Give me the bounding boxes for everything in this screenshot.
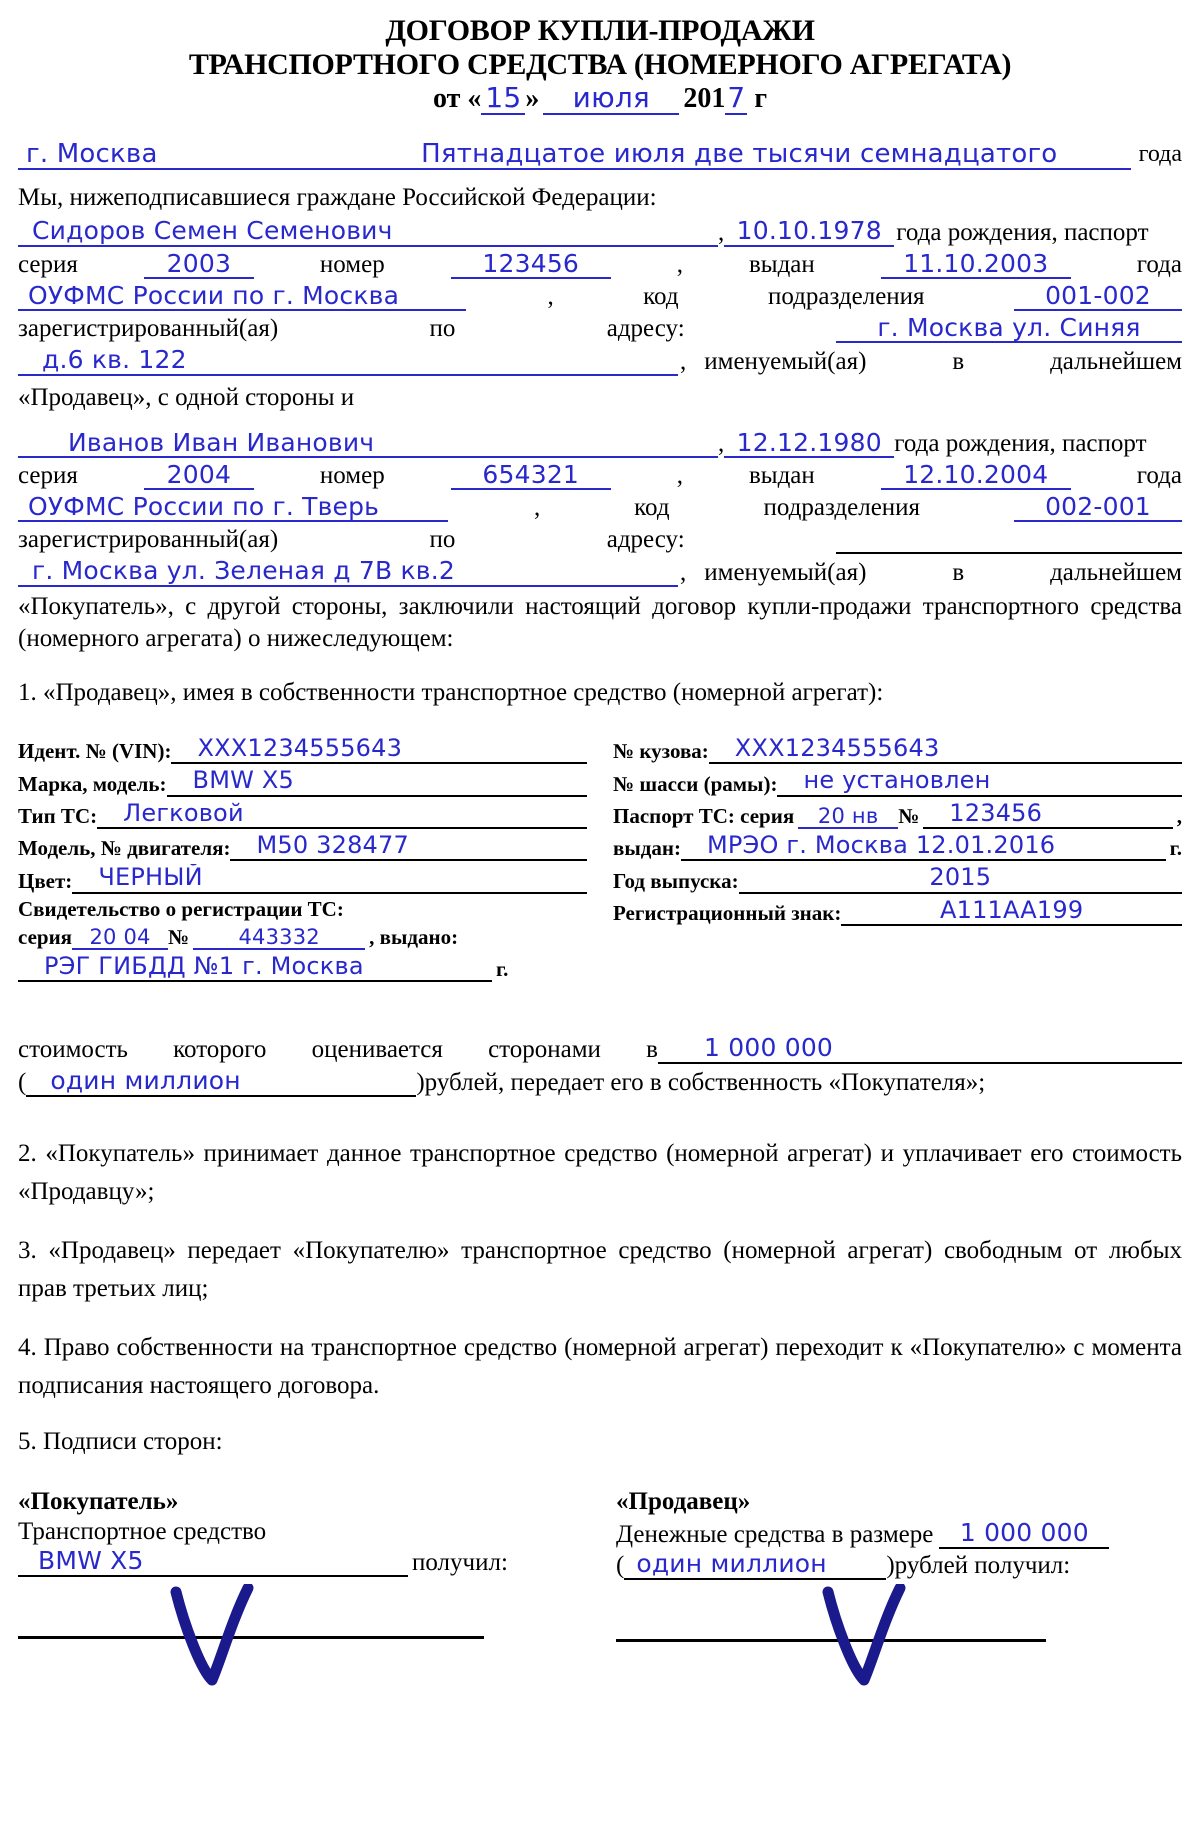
price-word-2: которого <box>173 1036 267 1064</box>
pts-issuer-value[interactable]: МРЭО г. Москва 12.01.2016 <box>681 832 1166 861</box>
date-day-value[interactable]: 15 <box>481 83 525 114</box>
buyer-registered-label-3: адресу: <box>606 526 685 554</box>
seller-address-line1-value[interactable]: г. Москва ул. Синяя <box>836 315 1182 343</box>
engine-row <box>18 832 587 861</box>
buyer-subdivision-code-value[interactable]: 002-001 <box>1014 494 1182 522</box>
seller-address-row-2: д.6 кв. 122 , именуемый(ая) в дальнейшем <box>18 347 1182 375</box>
year-last-digit-value[interactable]: 7 <box>727 81 746 115</box>
price-word-1: стоимость <box>18 1036 128 1064</box>
reg-cert-issued-label: , выдано: <box>369 924 459 949</box>
buyer-signature-column <box>18 1488 600 1642</box>
vin-value[interactable]: XXX1234555643 <box>171 735 587 764</box>
seller-amount-words-value[interactable]: один миллион <box>624 1549 886 1580</box>
date-quote-close: » <box>525 83 540 115</box>
seller-address-line2-value[interactable]: д.6 кв. 122 <box>18 347 678 375</box>
reg-cert-label: Свидетельство о регистрации ТС: <box>18 896 344 921</box>
seller-signature-mark <box>820 1584 916 1688</box>
price-open-paren: ( <box>18 1069 27 1097</box>
date-month-value[interactable]: июля <box>543 83 679 114</box>
chassis-row <box>613 767 1182 796</box>
seller-signature-heading: «Продавец» <box>616 1488 751 1516</box>
seller-passport-row <box>18 248 1182 279</box>
seller-name-row: Сидоров Семен Семенович , 10.10.1978 года рождения, паспорт <box>18 218 1182 246</box>
year-suffix: г <box>754 83 768 115</box>
seller-amount-words-row <box>616 1549 1182 1580</box>
chassis-value[interactable]: не установлен <box>777 767 1182 796</box>
seller-registered-label-3: адресу: <box>606 315 685 343</box>
clause-5: 5. Подписи сторон: <box>18 1428 223 1456</box>
seller-issue-date-value[interactable]: 11.10.2003 <box>881 251 1071 279</box>
seller-open-paren: ( <box>616 1552 625 1580</box>
date-prefix: от « <box>432 83 482 115</box>
seller-amount-row <box>616 1518 1182 1549</box>
document-title <box>18 14 1182 81</box>
pts-number-value[interactable]: 123456 <box>923 800 1172 829</box>
buyer-signature-heading: «Покупатель» <box>18 1488 179 1516</box>
make-model-value[interactable]: BMW X5 <box>167 767 587 796</box>
seller-name-value[interactable]: Сидоров Семен Семенович <box>18 218 718 246</box>
color-label: Цвет: <box>18 868 73 893</box>
seller-birth-suffix: года рождения, паспорт <box>896 218 1149 246</box>
reg-cert-tail: г. <box>496 957 509 982</box>
price-word-3: оценивается <box>311 1036 443 1064</box>
date-year-word: года <box>1138 141 1182 168</box>
chassis-label: № шасси (рамы): <box>613 771 778 796</box>
seller-close-paren: ) <box>886 1552 895 1580</box>
pts-label: Паспорт ТС: серия <box>613 803 795 828</box>
make-model-row <box>18 767 587 796</box>
seller-registered-label-1: зарегистрированный(ая) <box>18 315 279 343</box>
seller-subdivision-code-value[interactable]: 001-002 <box>1014 283 1182 311</box>
buyer-registered-label-2: по <box>429 526 456 554</box>
seller-issued-label: выдан <box>748 250 815 278</box>
body-number-label: № кузова: <box>613 739 709 764</box>
buyer-birth-suffix: года рождения, паспорт <box>894 429 1147 457</box>
buyer-comma: , <box>676 462 683 490</box>
vehicle-left-column <box>18 735 587 985</box>
buyer-code-label-2: подразделения <box>763 494 921 522</box>
price-words-row <box>18 1066 1182 1097</box>
buyer-number-label: номер <box>319 462 385 490</box>
seller-amount-value[interactable]: 1 000 000 <box>939 1518 1109 1549</box>
buyer-passport-row <box>18 459 1182 490</box>
seller-named-2: в <box>952 347 965 375</box>
seller-registered-label-2: по <box>429 315 456 343</box>
year-value[interactable]: 2015 <box>739 864 1182 893</box>
vehicle-right-column <box>613 735 1182 985</box>
seller-named-3: дальнейшем <box>1050 347 1182 375</box>
buyer-birth-date-value[interactable]: 12.12.1980 <box>724 430 894 458</box>
seller-birth-date-value[interactable]: 10.10.1978 <box>724 218 894 246</box>
year-label: Год выпуска: <box>613 868 739 893</box>
reg-cert-series-label: серия <box>18 924 73 949</box>
seller-signature-text: Денежные средства в размере <box>616 1521 934 1549</box>
city-and-date-row <box>18 141 1182 170</box>
vin-label: Идент. № (VIN): <box>18 739 172 764</box>
price-tail: рублей, передает его в собственность «Покупателя»; <box>424 1069 986 1097</box>
title-date-row <box>18 83 1182 115</box>
body-number-row <box>613 735 1182 764</box>
buyer-registered-row <box>18 526 1182 554</box>
price-row <box>18 1033 1182 1064</box>
buyer-named-3: дальнейшем <box>1050 558 1182 586</box>
seller-year-word: года <box>1136 250 1182 278</box>
clause-1: 1. «Продавец», имея в собственности транспортное средство (номерной агрегат): <box>18 678 884 706</box>
pts-row <box>613 800 1182 829</box>
buyer-issuer-value[interactable]: ОУФМС России по г. Тверь <box>18 494 448 522</box>
body-number-value[interactable]: XXX1234555643 <box>709 735 1182 764</box>
engine-label: Модель, № двигателя: <box>18 836 231 861</box>
vehicle-type-label: Тип ТС: <box>18 803 98 828</box>
city-value[interactable]: г. Москва <box>18 141 348 170</box>
make-model-label: Марка, модель: <box>18 771 167 796</box>
seller-code-label-2: подразделения <box>768 283 925 311</box>
seller-role-line: «Продавец», с одной стороны и <box>18 383 355 411</box>
buyer-address-line2-value[interactable]: г. Москва ул. Зеленая д 7В кв.2 <box>18 558 678 586</box>
color-row <box>18 864 587 893</box>
vehicle-type-value[interactable]: Легковой <box>97 800 587 829</box>
pts-issuer-tail: г. <box>1169 836 1182 861</box>
reg-cert-issuer-value[interactable]: РЭГ ГИБДД №1 г. Москва <box>18 953 492 982</box>
vin-row <box>18 735 587 764</box>
buyer-number-value[interactable]: 654321 <box>451 462 611 490</box>
seller-signature-column <box>600 1488 1182 1642</box>
seller-signature-line[interactable] <box>616 1638 1046 1642</box>
seller-comma: , <box>676 250 683 278</box>
buyer-registered-label-1: зарегистрированный(ая) <box>18 526 279 554</box>
price-label-group <box>18 1036 658 1064</box>
reg-cert-series-value[interactable]: 20 04 <box>72 926 168 950</box>
title-line-2: ТРАНСПОРТНОГО СРЕДСТВА (НОМЕРНОГО АГРЕГАТА) <box>188 47 1012 81</box>
seller-received-label: рублей получил: <box>894 1552 1071 1580</box>
buyer-named-2: в <box>952 558 965 586</box>
buyer-series-value[interactable]: 2004 <box>144 462 254 490</box>
engine-value[interactable]: M50 328477 <box>230 832 587 861</box>
buyer-series-label: серия <box>18 462 78 490</box>
seller-series-value[interactable]: 2003 <box>144 251 254 279</box>
year-prefix: 201 <box>683 83 726 115</box>
seller-number-value[interactable]: 123456 <box>451 251 611 279</box>
signatures-block <box>18 1488 1182 1642</box>
buyer-year-word: года <box>1136 462 1182 490</box>
pts-number-label: № <box>898 803 920 828</box>
buyer-name-value[interactable]: Иванов Иван Иванович <box>18 430 718 458</box>
title-line-1: ДОГОВОР КУПЛИ-ПРОДАЖИ <box>385 14 815 47</box>
seller-number-label: номер <box>319 250 385 278</box>
seller-series-label: серия <box>18 250 78 278</box>
year-row <box>613 864 1182 893</box>
clause-4: 4. Право собственности на транспортное средство (номерной агрегат) переходит к «Покупателю» с момента подписания настоящего договора. <box>18 1334 1182 1399</box>
intro-text: Мы, нижеподписавшиеся граждане Российской Федерации: <box>18 184 657 212</box>
buyer-address-line1-value[interactable] <box>836 530 1182 554</box>
buyer-vehicle-value[interactable]: BMW X5 <box>18 1546 408 1577</box>
buyer-received-label: получил: <box>412 1549 508 1577</box>
buyer-role-line: «Покупатель», с другой стороны, заключили настоящий договор купли-продажи транспортного средства (номерного агрегата) о нижеследующем: <box>18 592 1182 652</box>
seller-issuer-row: ОУФМС России по г. Москва , код подразделения 001-002 <box>18 283 1182 311</box>
clause-3: 3. «Продавец» передает «Покупателю» транспортное средство (номерной агрегат) свободным от любых прав третьих лиц; <box>18 1237 1182 1302</box>
color-value[interactable]: ЧЕРНЫЙ <box>72 864 587 893</box>
price-word-4: сторонами <box>488 1036 601 1064</box>
buyer-issue-date-value[interactable]: 12.10.2004 <box>881 462 1071 490</box>
seller-named-1: именуемый(ая) <box>704 347 867 375</box>
vehicle-type-row <box>18 800 587 829</box>
pts-issuer-row <box>613 832 1182 861</box>
buyer-issued-label: выдан <box>748 462 815 490</box>
reg-cert-heading-row <box>18 897 587 922</box>
reg-cert-number-label: № <box>168 924 190 949</box>
buyer-signature-line[interactable] <box>18 1635 484 1639</box>
price-close-paren: ) <box>416 1069 425 1097</box>
buyer-address-row-2: г. Москва ул. Зеленая д 7В кв.2 , именуемый(ая) в дальнейшем <box>18 558 1182 586</box>
clause-2: 2. «Покупатель» принимает данное транспортное средство (номерной агрегат) и уплачивает его стоимость «Продавцу»; <box>18 1140 1182 1205</box>
price-amount-value[interactable]: 1 000 000 <box>658 1033 1182 1064</box>
buyer-named-1: именуемый(ая) <box>704 558 867 586</box>
buyer-name-row: Иванов Иван Иванович , 12.12.1980 года рождения, паспорт <box>18 430 1182 458</box>
price-amount-words-value[interactable]: один миллион <box>26 1066 416 1097</box>
reg-cert-issuer-row <box>18 953 587 982</box>
plate-value[interactable]: A111AA199 <box>841 897 1182 926</box>
long-date-value[interactable]: Пятнадцатое июля две тысячи семнадцатого <box>348 141 1131 170</box>
vehicle-details-block <box>18 735 1182 985</box>
seller-issuer-value[interactable]: ОУФМС России по г. Москва <box>18 283 466 311</box>
pts-issued-label: выдан: <box>613 836 681 861</box>
reg-cert-series-row <box>18 925 587 950</box>
plate-row <box>613 897 1182 926</box>
buyer-signature-text: Транспортное средство <box>18 1518 267 1546</box>
reg-cert-number-value[interactable]: 443332 <box>193 926 365 950</box>
seller-code-label-1: код <box>643 283 679 311</box>
plate-label: Регистрационный знак: <box>613 901 842 926</box>
buyer-vehicle-received-row <box>18 1546 600 1577</box>
pts-series-value[interactable]: 20 нв <box>798 805 898 829</box>
buyer-issuer-row: ОУФМС России по г. Тверь , код подразделения 002-001 <box>18 494 1182 522</box>
price-word-5: в <box>646 1036 658 1064</box>
buyer-code-label-1: код <box>634 494 670 522</box>
pts-tail: , <box>1176 803 1182 828</box>
seller-registered-row <box>18 315 1182 343</box>
